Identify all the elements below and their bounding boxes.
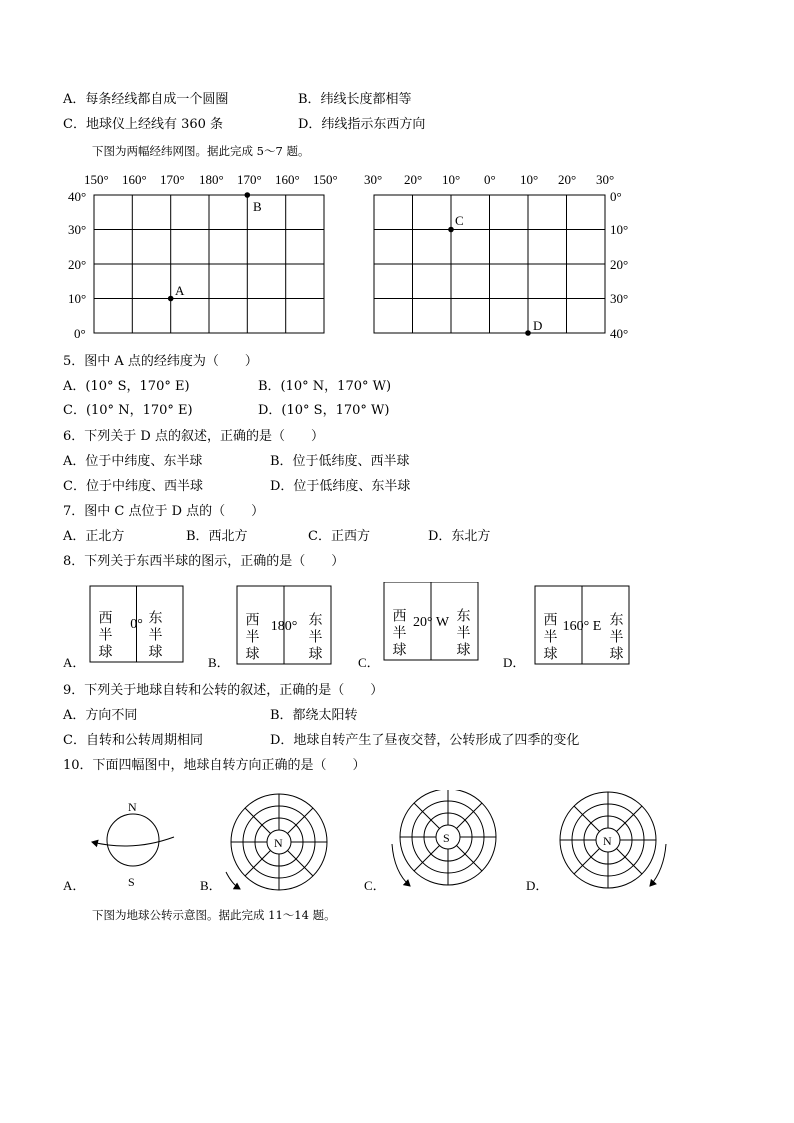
q10-label-d: D． [526,878,549,893]
rotation-arrow [92,837,174,846]
left-grid-lines [94,195,324,333]
q5-option-a: A．(10° S，170° E) [63,379,190,394]
left-top-label: 160° [275,172,300,187]
left-top-label: 150° [313,172,338,187]
q8-center-c: 20° W [412,615,450,630]
left-side-label: 40° [68,189,87,204]
q5-option-b: B．(10° N，170° W) [258,379,392,394]
q6-stem: 6．下列关于 D 点的叙述，正确的是（ ） [63,429,324,444]
q7-option-d: D．东北方 [428,529,491,544]
q7-option-a: A．正北方 [63,529,125,544]
q5-option-c: C．(10° N，170° E) [63,403,193,418]
pole-label-c: S [443,831,450,845]
right-top-label: 10° [520,172,539,187]
left-side-label: 30° [68,222,87,237]
q7-option-b: B．西北方 [186,529,248,544]
q4-option-d: D．纬线指示东西方向 [298,117,426,132]
q10-rotation-figures [60,790,680,895]
right-grid-figure [360,168,650,346]
north-pole-label: N [128,800,137,814]
right-top-label: 10° [442,172,461,187]
q7-stem: 7．图中 C 点位于 D 点的（ ） [63,504,265,519]
q8-label-a: A． [63,655,86,670]
left-grid-figure [60,168,360,346]
q4-option-b: B．纬线长度都相等 [298,92,412,107]
point-b-dot [245,192,251,198]
left-top-label: 170° [160,172,185,187]
point-d-dot [525,330,531,336]
pole-label-b: N [274,836,283,850]
right-top-label: 20° [558,172,577,187]
right-top-label: 0° [484,172,496,187]
right-top-label: 30° [364,172,383,187]
q10-polar-d [560,792,666,888]
q5-stem: 5．图中 A 点的经纬度为（ ） [63,354,258,369]
q6-option-d: D．位于低纬度、东半球 [270,479,411,494]
west-hemisphere-label: 西半球 [390,608,406,659]
right-side-label: 0° [610,189,622,204]
left-top-label: 150° [84,172,109,187]
left-top-label: 180° [199,172,224,187]
west-hemisphere-label: 西半球 [96,610,112,661]
right-top-label: 30° [596,172,615,187]
q8-label-b: B． [208,655,230,670]
right-grid-lines [374,195,605,333]
rotation-arrow [392,844,410,886]
q9-option-c: C．自转和公转周期相同 [63,733,203,748]
intro-11-14: 下图为地球公转示意图。据此完成 11～14 题。 [92,908,336,922]
west-hemisphere-label: 西半球 [243,612,259,663]
point-a-dot [168,296,174,302]
left-top-label: 160° [122,172,147,187]
q10-label-a: A． [63,878,86,893]
q6-option-a: A．位于中纬度、东半球 [63,454,203,469]
left-side-label: 10° [68,291,87,306]
left-side-label: 0° [74,326,86,341]
left-top-label: 170° [237,172,262,187]
rotation-arrow [226,872,240,889]
point-b-label: B [253,199,262,214]
q5-option-d: D．(10° S，170° W) [258,403,390,418]
q9-option-b: B．都绕太阳转 [270,708,358,723]
south-pole-label: S [128,875,135,889]
east-hemisphere-label: 东半球 [306,612,322,663]
q8-stem: 8．下列关于东西半球的图示，正确的是（ ） [63,554,345,569]
east-hemisphere-label: 东半球 [454,608,470,659]
q6-option-b: B．位于低纬度、西半球 [270,454,410,469]
point-c-label: C [455,213,464,228]
q10-globe-a [92,800,174,889]
q7-option-c: C．正西方 [308,529,370,544]
right-side-label: 20° [610,257,629,272]
q9-stem: 9．下列关于地球自转和公转的叙述，正确的是（ ） [63,683,384,698]
q8-center-b: 180° [270,619,298,634]
q6-option-c: C．位于中纬度、西半球 [63,479,203,494]
q4-option-a: A．每条经线都自成一个圆圈 [63,92,229,107]
pole-label-d: N [603,834,612,848]
east-hemisphere-label: 东半球 [607,612,623,663]
q10-label-b: B． [200,878,222,893]
rotation-arrow [650,844,666,886]
point-c-dot [448,227,454,233]
q10-label-c: C． [364,878,386,893]
q10-stem: 10．下面四幅图中，地球自转方向正确的是（ ） [63,758,366,773]
q8-center-d: 160° E [562,619,602,634]
east-hemisphere-label: 东半球 [146,610,162,661]
left-side-label: 20° [68,257,87,272]
west-hemisphere-label: 西半球 [541,612,557,663]
right-side-label: 40° [610,326,629,341]
q8-label-d: D． [503,655,526,670]
right-side-label: 10° [610,222,629,237]
q8-center-a: 0° [130,617,143,632]
q9-option-d: D．地球自转产生了昼夜交替，公转形成了四季的变化 [270,733,580,748]
point-a-label: A [175,283,185,298]
q9-option-a: A．方向不同 [63,708,138,723]
q8-label-c: C． [358,655,380,670]
q8-hemisphere-figures [60,582,640,674]
right-top-label: 20° [404,172,423,187]
point-d-label: D [533,318,543,333]
q4-option-c: C．地球仪上经线有 360 条 [63,117,224,132]
right-side-label: 30° [610,291,629,306]
intro-5-7: 下图为两幅经纬网图。据此完成 5～7 题。 [92,144,310,158]
